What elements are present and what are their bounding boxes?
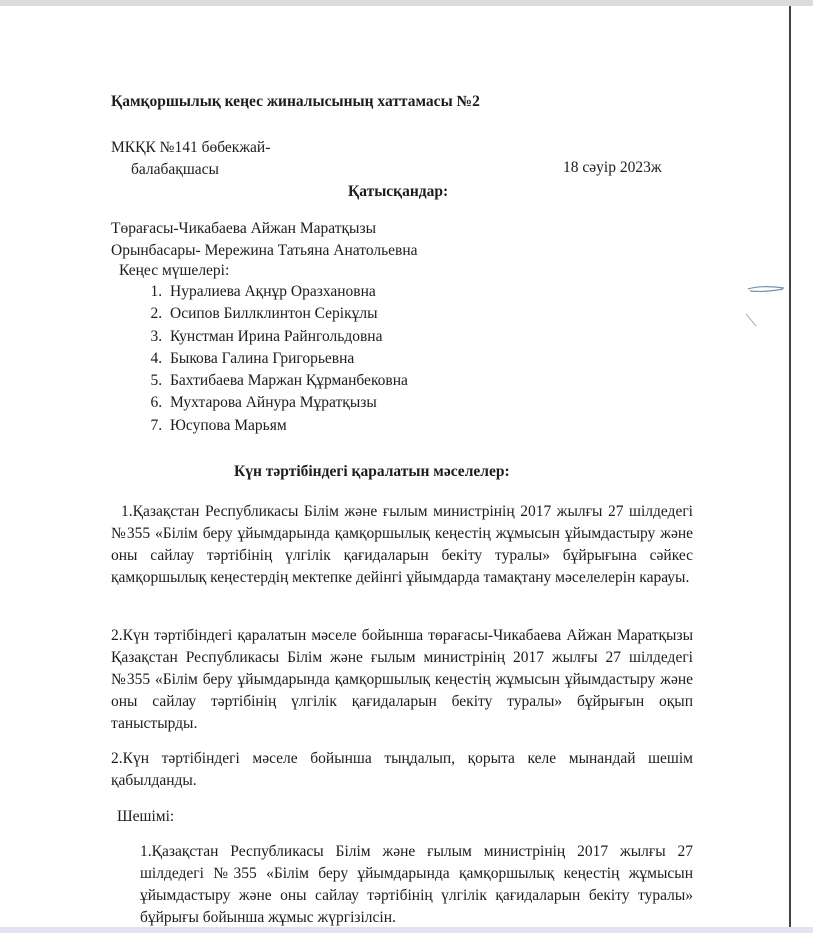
member-item: 4. Быкова Галина Григорьевна: [166, 348, 408, 370]
agenda-paragraph-3: 2.Күн тәртібіндегі мәселе бойынша тыңдалып, қорыта келе мынандай шешім қабылданды.: [111, 750, 693, 789]
document-title: Қамқоршылық кеңес жиналысының хаттамасы №2: [111, 93, 480, 110]
members-label: Кеңес мүшелері:: [119, 262, 230, 279]
document-page: [0, 6, 789, 927]
member-item: 3. Кунстман Ирина Райнгольдовна: [166, 326, 408, 348]
viewer-bottom-strip: [0, 927, 813, 933]
organization-line-2: балабақшасы: [131, 161, 219, 178]
member-item: 5. Бахтибаева Маржан Құрманбековна: [166, 370, 408, 392]
member-item: 6. Мухтарова Айнура Мұратқызы: [166, 392, 408, 414]
chair-line: Төрағасы-Чикабаева Айжан Маратқызы: [111, 220, 376, 237]
document-date: 18 сәуір 2023ж: [563, 159, 662, 176]
viewer-edge: [789, 6, 813, 927]
member-item: 7. Юсупова Марьям: [166, 415, 408, 437]
agenda-item-1: 1.Қазақстан Республикасы Білім және ғылым министрінің 2017 жылғы 27 шілдедегі №355 «Білім беру ұйымдарында қамқоршылық кеңестің жұмысын ұйымдастыру және оны сайлау тәртібінің үлгілік қағидаларын бекіту туралы» бұйрығына сәйкес қамқоршылық кеңестердің мектепке дейінгі ұйымдарда тамақтану мәселелерін карауы.: [111, 503, 693, 586]
members-list: [140, 281, 408, 437]
member-item: 2. Осипов Биллклинтон Серікұлы: [166, 303, 408, 325]
member-item: 1. Нуралиева Ақнұр Оразхановна: [166, 281, 408, 303]
agenda-heading: Күн тәртібіндегі қаралатын мәселелер:: [234, 463, 510, 480]
pen-mark-icon: [744, 312, 758, 328]
decision-item-1: 1.Қазақстан Республикасы Білім және ғылым министрінің 2017 жылғы 27 шілдедегі №355 «Білім беру ұйымдарында қамқоршылық кеңестің жұмысын ұйымдастыру және оны сайлау тәртібінің үлгілік қағидаларын бекіту туралы» бұйрығы бойынша жұмыс жүргізілсін.: [140, 843, 693, 926]
deputy-line: Орынбасары- Мережина Татьяна Анатольевна: [111, 242, 418, 259]
agenda-paragraph-2: 2.Күн тәртібіндегі қаралатын мәселе бойынша төрағасы-Чикабаева Айжан Маратқызы Қазақстан Республикасы Білім және ғылым министрінің 2017 жылғы 27 шілдедегі №355 «Білім беру ұйымдарында қамқоршылық кеңестің жұмысын ұйымдастыру және оны сайлау тәртібінің үлгілік қағидаларын бекіту туралы» бұйрығын оқып таныстырды.: [111, 627, 693, 732]
participants-heading: Қатысқандар:: [348, 183, 449, 200]
pen-mark-icon: [747, 285, 785, 293]
decision-label: Шешімі:: [117, 808, 175, 825]
organization-line-1: МКҚК №141 бөбекжай-: [111, 139, 271, 156]
